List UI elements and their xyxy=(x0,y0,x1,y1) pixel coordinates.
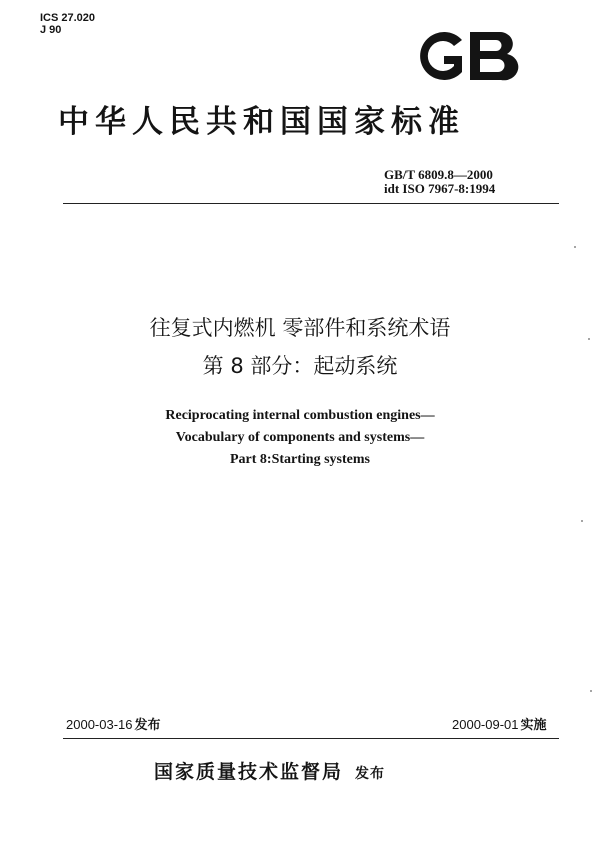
issue-label: 发布 xyxy=(134,718,161,733)
gb-logo-text: GB xyxy=(412,26,414,27)
english-title-line-1: Reciprocating internal combustion engines— xyxy=(165,408,435,423)
standard-numbers xyxy=(384,168,495,196)
bottom-divider xyxy=(63,738,559,739)
scan-speck xyxy=(590,690,592,692)
scan-speck xyxy=(574,246,576,248)
chinese-title-line-2: 第 8 部分：起动系统 xyxy=(202,354,398,378)
implement-date-block xyxy=(452,714,547,733)
english-title-line-2: Vocabulary of components and systems— xyxy=(175,430,425,445)
issuer-name: 国家质量技术监督局 xyxy=(154,761,344,783)
implement-date: 2000-09-01 xyxy=(452,717,519,732)
ics-code: ICS 27.020 xyxy=(40,12,96,24)
scan-speck xyxy=(588,338,590,340)
issue-date: 2000-03-16 xyxy=(66,717,133,732)
issuer-block xyxy=(154,757,385,784)
iso-equivalence: idt ISO 7967-8:1994 xyxy=(384,181,496,196)
gb-logo xyxy=(412,26,524,86)
english-title-line-3: Part 8:Starting systems xyxy=(230,452,370,467)
standard-number: GB/T 6809.8—2000 xyxy=(384,167,493,182)
chinese-title-line-1: 往复式内燃机 零部件和系统术语 xyxy=(149,316,451,340)
national-standard-title: 中华人民共和国国家标准 xyxy=(58,104,465,140)
top-divider xyxy=(63,203,559,204)
implement-label: 实施 xyxy=(520,718,547,733)
issue-date-block xyxy=(66,714,161,733)
ccs-code: J 90 xyxy=(40,24,62,36)
classification-codes xyxy=(40,12,95,36)
scan-speck xyxy=(581,520,583,522)
issuer-action: 发布 xyxy=(355,766,386,782)
